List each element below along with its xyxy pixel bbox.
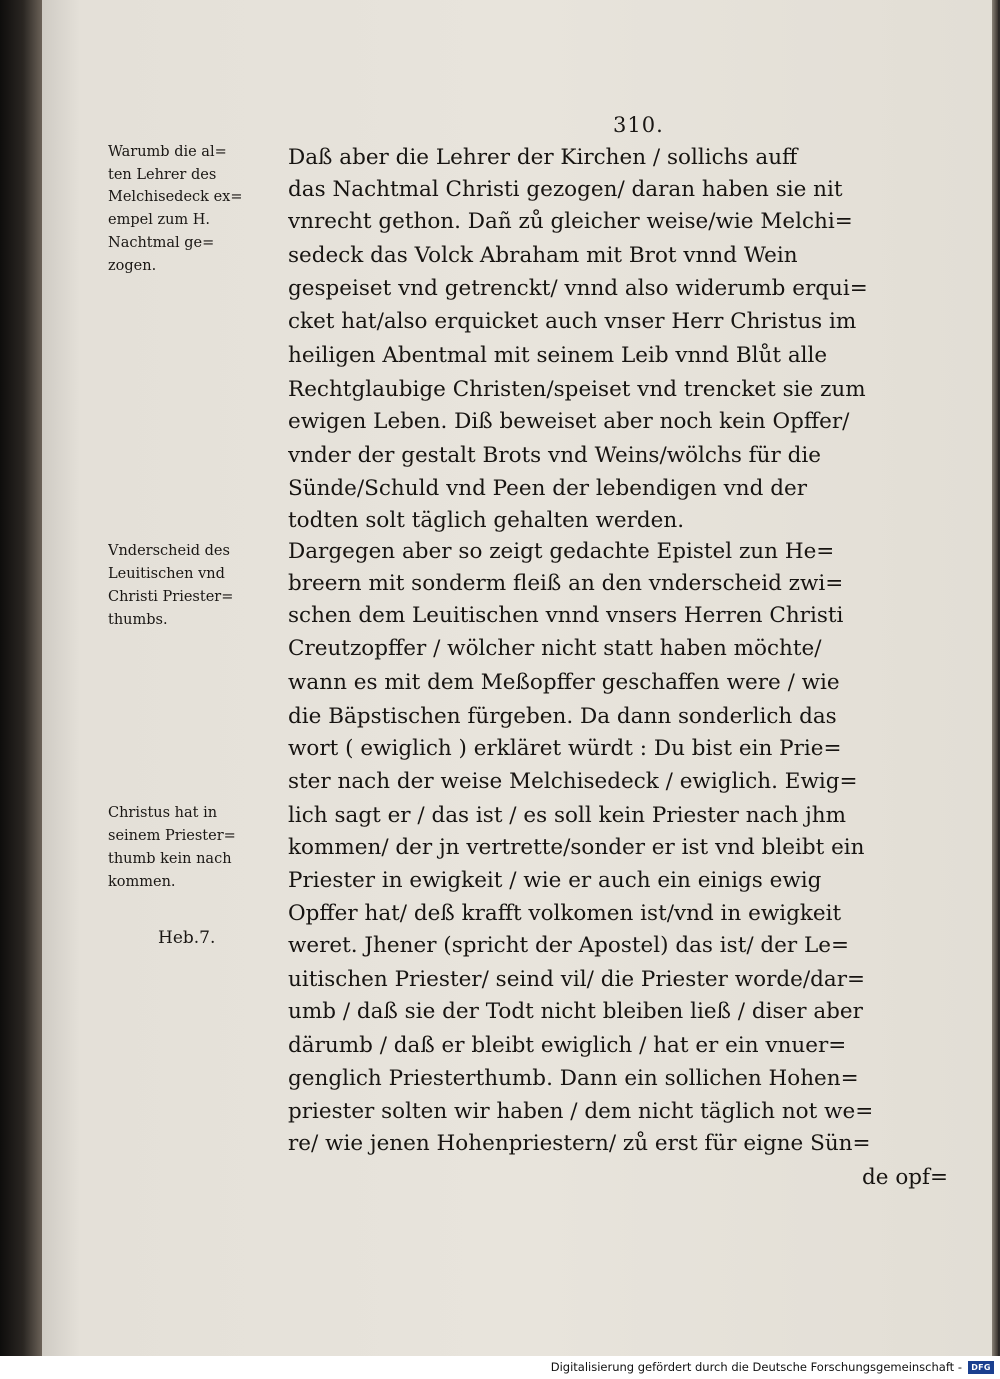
marginal-note-line: empel zum H.: [108, 212, 211, 228]
text-line: das Nachtmal Christi gezogen/ daran haben sie nit: [288, 177, 843, 202]
text-line: Rechtglaubige Christen/speiset vnd trencket sie zum: [288, 377, 866, 402]
marginal-note-line: Vnderscheid des: [108, 543, 230, 559]
text-line: därumb / daß er bleibt ewiglich / hat er ein vnuer=: [288, 1033, 847, 1058]
footer-bar: [0, 1356, 1000, 1379]
text-line: breern mit sonderm fleiß an den vnderscheid zwi=: [288, 571, 844, 596]
footer-credit: Digitalisierung gefördert durch die Deutsche Forschungsgemeinschaft -: [550, 1360, 962, 1374]
marginal-note-line: Warumb die al=: [108, 144, 227, 160]
dfg-logo: DFG: [968, 1361, 994, 1374]
text-line: uitischen Priester/ seind vil/ die Priester worde/dar=: [288, 967, 865, 992]
text-line: todten solt täglich gehalten werden.: [288, 508, 685, 533]
text-line: schen dem Leuitischen vnnd vnsers Herren Christi: [288, 603, 844, 628]
marginal-note-line: Melchisedeck ex=: [108, 189, 243, 205]
marginal-note-line: seinem Priester=: [108, 828, 236, 844]
text-line: ewigen Leben. Diß beweiset aber noch kein Opffer/: [288, 409, 850, 434]
text-line: Priester in ewigkeit / wie er auch ein einigs ewig: [288, 868, 822, 893]
marginal-note-line: Leuitischen vnd: [108, 566, 225, 582]
marginal-note-line: thumbs.: [108, 612, 168, 628]
text-line: umb / daß sie der Todt nicht bleiben ließ / diser aber: [288, 999, 863, 1024]
marginal-note-line: ten Lehrer des: [108, 167, 217, 183]
text-line: Daß aber die Lehrer der Kirchen / sollichs auff: [288, 145, 798, 170]
margin-reference: Heb.7.: [158, 928, 216, 948]
text-line: lich sagt er / das ist / es soll kein Priester nach jhm: [288, 803, 846, 828]
text-line: sedeck das Volck Abraham mit Brot vnnd Wein: [288, 243, 798, 268]
text-line: Dargegen aber so zeigt gedachte Epistel zun He=: [288, 539, 835, 564]
text-line: vnder der gestalt Brots vnd Weins/wölchs für die: [288, 443, 821, 468]
marginal-note-line: Nachtmal ge=: [108, 235, 215, 251]
page-number: 310.: [613, 113, 664, 137]
text-line: cket hat/also erquicket auch vnser Herr Christus im: [288, 309, 857, 334]
marginal-note-line: kommen.: [108, 874, 176, 890]
text-line: Creutzopffer / wölcher nicht statt haben möchte/: [288, 636, 822, 661]
text-line: wort ( ewiglich ) erkläret würdt : Du bist ein Prie=: [288, 736, 842, 761]
text-line: Opffer hat/ deß krafft volkomen ist/vnd in ewigkeit: [288, 901, 842, 926]
marginal-note-line: Christus hat in: [108, 805, 218, 821]
text-line: Sünde/Schuld vnd Peen der lebendigen vnd der: [288, 476, 808, 501]
text-line: priester solten wir haben / dem nicht täglich not we=: [288, 1099, 874, 1124]
text-line: gespeiset vnd getrenckt/ vnnd also widerumb erqui=: [288, 276, 868, 301]
text-line: vnrecht gethon. Dañ zů gleicher weise/wie Melchi=: [288, 209, 853, 234]
marginal-note-line: Christi Priester=: [108, 589, 234, 605]
page-edge: [992, 0, 998, 1356]
text-line: ster nach der weise Melchisedeck / ewiglich. Ewig=: [288, 769, 858, 794]
text-line: weret. Jhener (spricht der Apostel) das ist/ der Le=: [288, 933, 850, 958]
text-line: kommen/ der jn vertrette/sonder er ist vnd bleibt ein: [288, 835, 865, 860]
text-line: wann es mit dem Meßopffer geschaffen were / wie: [288, 670, 840, 695]
marginal-note-line: thumb kein nach: [108, 851, 232, 867]
catchword: de opf=: [862, 1165, 948, 1190]
text-line: heiligen Abentmal mit seinem Leib vnnd Blůt alle: [288, 343, 828, 368]
text-line: genglich Priesterthumb. Dann ein sollichen Hohen=: [288, 1066, 859, 1091]
book-gutter: [0, 0, 42, 1356]
text-line: die Bäpstischen fürgeben. Da dann sonderlich das: [288, 704, 837, 729]
marginal-note-line: zogen.: [108, 258, 157, 274]
text-line: re/ wie jenen Hohenpriestern/ zů erst für eigne Sün=: [288, 1131, 871, 1156]
